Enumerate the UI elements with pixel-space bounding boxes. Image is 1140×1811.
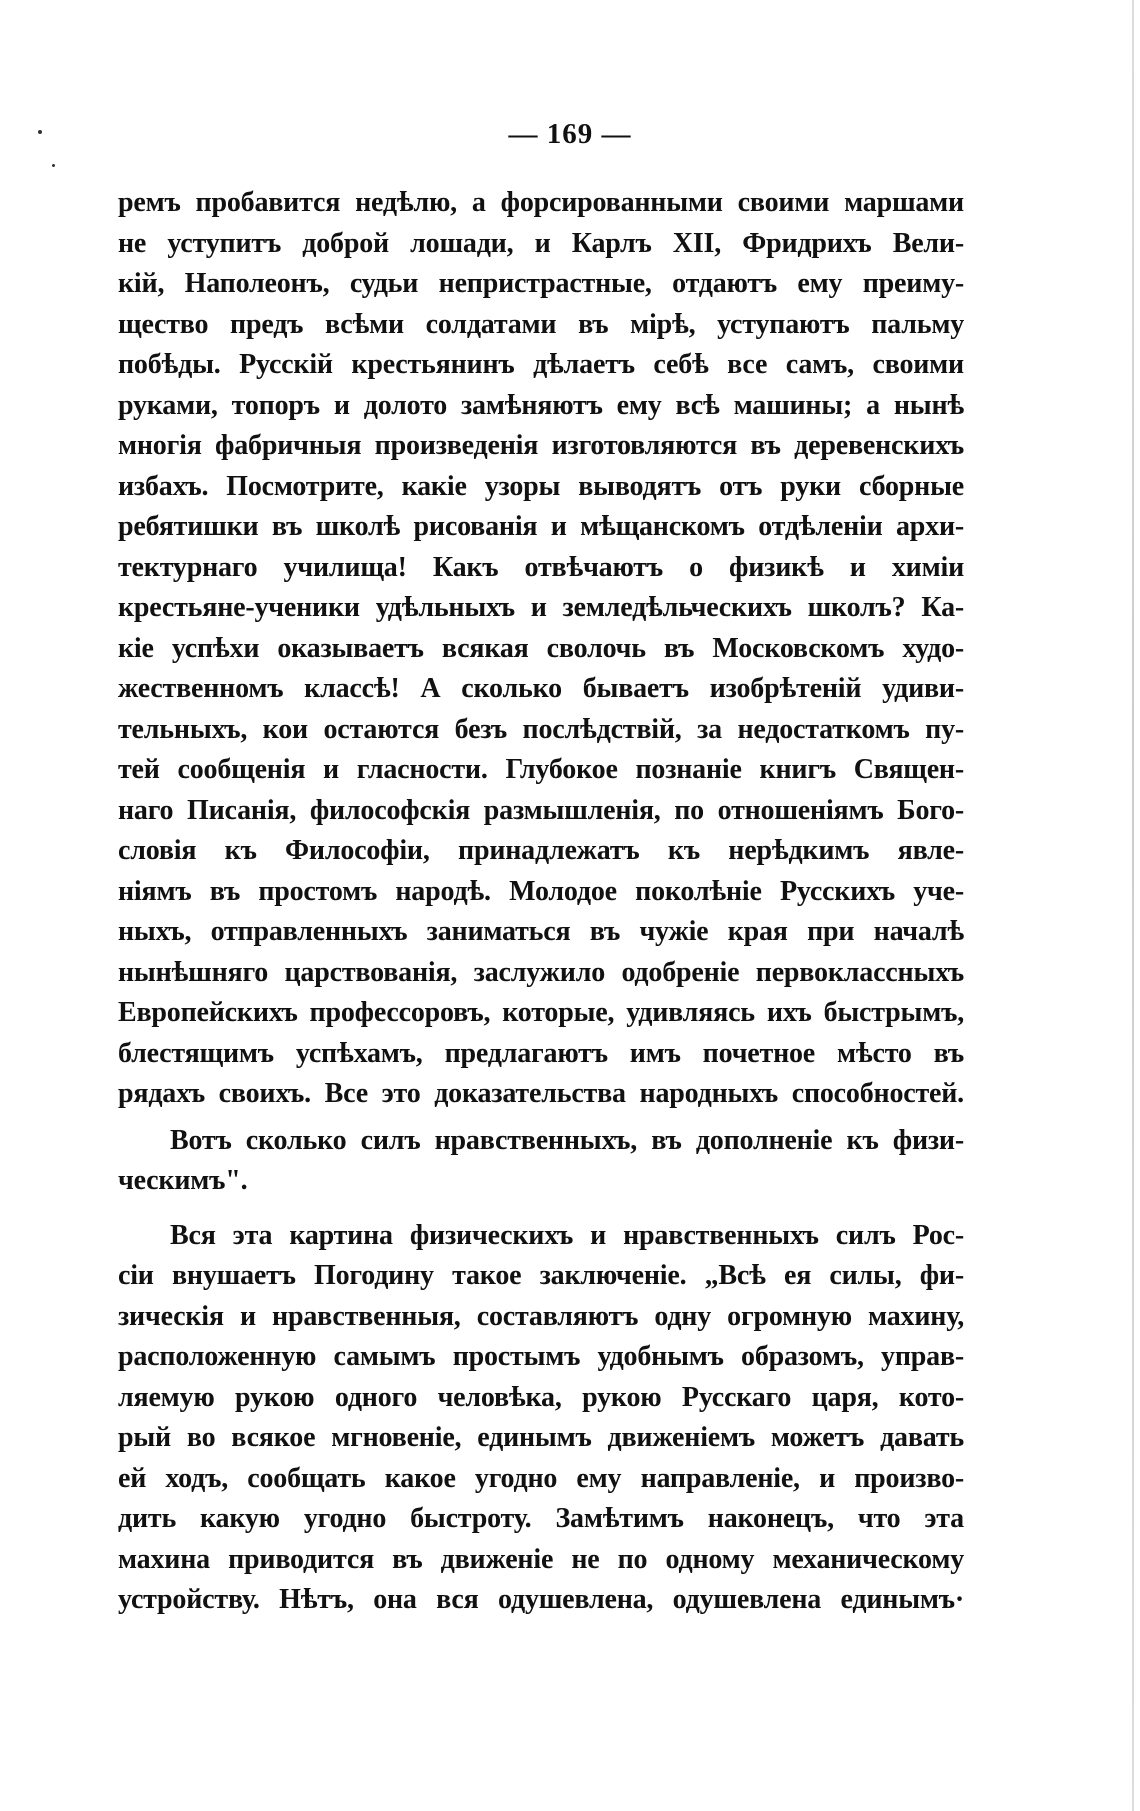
text-line: ныхъ, отправленныхъ заниматься въ чужіе края при началѣ [118, 916, 964, 947]
text-line: Европейскихъ профессоровъ, которые, удивляясь ихъ быстрымъ, [118, 997, 964, 1028]
text-line: побѣды. Русскій крестьянинъ дѣлаетъ себѣ все самъ, своими [118, 349, 964, 380]
text-line: ребятишки въ школѣ рисованія и мѣщанскомъ отдѣленіи архи- [118, 511, 964, 542]
text-line: кіе успѣхи оказываетъ всякая сволочь въ Московскомъ худо- [118, 632, 964, 664]
page-number: — 169 — [508, 118, 632, 150]
text-line: рый во всякое мгновеніе, единымъ движеніемъ можетъ давать [118, 1422, 964, 1453]
paragraph-2 [118, 1121, 964, 1202]
paragraph-3 [118, 1216, 964, 1621]
text-line: Вся эта картина физическихъ и нравственныхъ силъ Рос- [170, 1219, 964, 1251]
text-line: руками, топоръ и долото замѣняютъ ему всѣ машины; а нынѣ [118, 389, 964, 421]
text-line: Вотъ сколько силъ нравственныхъ, въ дополненіе къ физи- [170, 1124, 964, 1156]
text-line: тельныхъ, кои остаются безъ послѣдствій, за недостаткомъ пу- [118, 713, 964, 745]
text-line: тектурнаго училища! Какъ отвѣчаютъ о физикѣ и химіи [118, 551, 964, 583]
text-line: ремъ пробавится недѣлю, а форсированными своими маршами [118, 187, 964, 218]
text-line: ческимъ". [118, 1165, 248, 1196]
text-line: рядахъ своихъ. Все это доказательства народныхъ способностей. [118, 1078, 964, 1109]
text-line: наго Писанія, философскія размышленія, по отношеніямъ Бого- [118, 794, 964, 826]
paragraph-1 [118, 183, 964, 1115]
text-line: щество предъ всѣми солдатами въ мірѣ, уступаютъ пальму [118, 308, 964, 340]
text-line: устройству. Нѣтъ, она вся одушевлена, одушевлена единымъ· [118, 1584, 964, 1615]
text-line: избахъ. Посмотрите, какіе узоры выводятъ отъ руки сборные [118, 470, 964, 502]
text-line: махина приводится въ движеніе не по одному механическому [118, 1543, 964, 1575]
text-line: жественномъ классѣ! А сколько бываетъ изобрѣтеній удиви- [118, 673, 964, 704]
text-line: сіи внушаетъ Погодину такое заключеніе. „Всѣ ея силы, фи- [118, 1260, 964, 1291]
text-line: многія фабричныя произведенія изготовляются въ деревенскихъ [118, 430, 964, 461]
text-line: блестящимъ успѣхамъ, предлагаютъ имъ почетное мѣсто въ [118, 1037, 964, 1069]
text-line: расположенную самымъ простымъ удобнымъ образомъ, управ- [118, 1341, 964, 1372]
text-line: словія къ Философіи, принадлежатъ къ нерѣдкимъ явле- [118, 835, 964, 866]
text-line: зическія и нравственныя, составляютъ одну огромную махину, [118, 1300, 964, 1332]
scan-edge-shadow [1132, 0, 1134, 1811]
text-line: не уступитъ доброй лошади, и Карлъ XII, Фридрихъ Вели- [118, 227, 964, 259]
text-line: нынѣшняго царствованія, заслужило одобреніе первоклассныхъ [118, 956, 964, 988]
text-line: крестьяне-ученики удѣльныхъ и земледѣльческихъ школъ? Ка- [118, 592, 964, 623]
text-line: ей ходъ, сообщать какое угодно ему направленіе, и произво- [118, 1462, 964, 1494]
text-line: дить какую угодно быстроту. Замѣтимъ наконецъ, что эта [118, 1503, 964, 1534]
body-text [118, 183, 964, 1621]
text-line: кій, Наполеонъ, судьи непристрастные, отдаютъ ему преиму- [118, 268, 964, 299]
scan-speck [52, 164, 55, 167]
text-line: тей сообщенія и гласности. Глубокое познаніе книгъ Священ- [118, 754, 964, 785]
text-line: ніямъ въ простомъ народѣ. Молодое поколѣніе Русскихъ уче- [118, 875, 964, 907]
text-line: ляемую рукою одного человѣка, рукою Русскаго царя, кото- [118, 1381, 964, 1413]
paragraph-gap [118, 1202, 964, 1216]
